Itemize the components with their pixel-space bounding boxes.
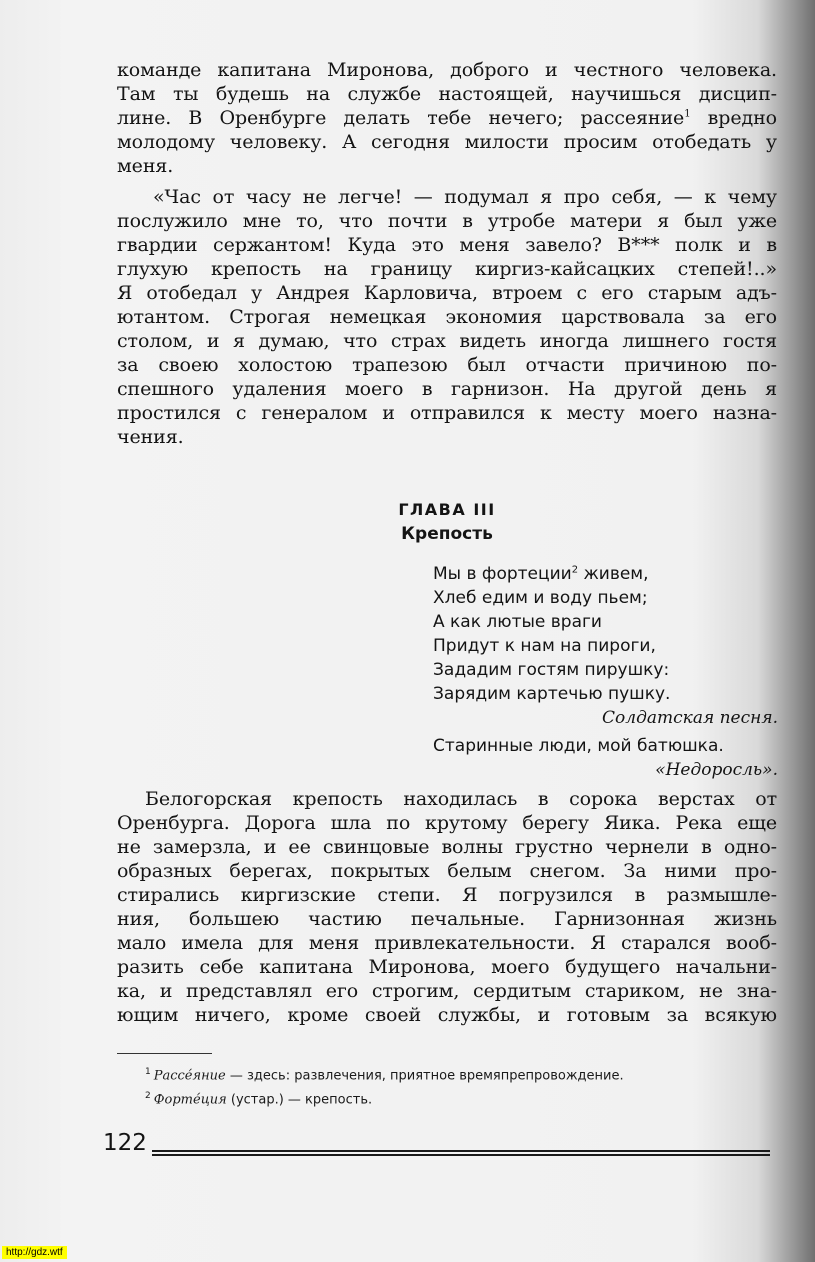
text-line: Белогорская крепость находилась в сорока верстах от (145, 788, 777, 810)
text-line: команде капитана Миронова, доброго и честного человека. (117, 59, 777, 81)
footnote-text: (устар.) — крепость. (226, 1092, 373, 1108)
text-segment: лине. В Оренбурге делать тебе нечего; рассеяние (117, 107, 685, 129)
epigraph-verse: Зададим гостям пирушку: (433, 660, 670, 680)
text-line: гвардии сержантом! Куда это меня завело? В*** полк и в (117, 234, 777, 256)
text-line: ютантом. Строгая немецкая экономия царствовала за его (117, 306, 777, 328)
footnote-mark: 2 (145, 1091, 151, 1102)
epigraph-source: «Недоросль». (655, 760, 778, 780)
paragraph-1 (117, 58, 777, 178)
paragraph-3 (117, 787, 777, 1027)
text-line: послужило мне то, что почти в утробе матери я был уже (117, 210, 777, 232)
text-segment: живем, (578, 564, 649, 584)
chapter-title: Крепость (401, 524, 493, 544)
footnote-term: Рассéяние (153, 1068, 226, 1084)
text-segment: вредно (690, 107, 777, 129)
text-line: не замерзла, и ее свинцовые волны грустно чернели в одно- (117, 836, 777, 858)
footnote-mark: 1 (145, 1067, 151, 1077)
text-line: «Час от часу не легче! — подумал я про себя, — к чему (153, 186, 777, 208)
epigraph-verse: Зарядим картечью пушку. (433, 684, 671, 704)
footnote-1 (145, 1062, 624, 1086)
page-number: 122 (103, 1130, 147, 1156)
footnote-ref-2: 2 (571, 564, 579, 576)
text-line: ния, большею частию печальные. Гарнизонная жизнь (117, 908, 777, 930)
paragraph-2 (117, 185, 777, 449)
epigraph-source: Солдатская песня. (602, 708, 778, 728)
text-line: простился с генералом и отправился к месту моего назна- (117, 402, 777, 424)
epigraph-verse (433, 562, 778, 586)
text-line: меня. (117, 155, 174, 177)
footnote-2 (145, 1086, 624, 1110)
text-segment: Мы в фортеции (433, 564, 572, 584)
text-line: за своею холостою трапезою был отчасти причиною по- (117, 354, 777, 376)
text-line: Я отобедал у Андрея Карловича, втроем с его старым адъ- (117, 282, 777, 304)
text-line: ка, и представлял его строгим, сердитым стариком, не зна- (117, 980, 777, 1002)
text-line: молодому человеку. А сегодня милости просим отобедать у (117, 131, 777, 153)
text-line (117, 106, 777, 130)
text-line: образных берегах, покрытых белым снегом. За ними про- (117, 860, 777, 882)
footnote-text: — здесь: развлечения, приятное времяпрепровождение. (225, 1068, 624, 1084)
text-line: спешного удаления моего в гарнизон. На другой день я (117, 378, 777, 400)
text-line: стирались киргизские степи. Я погрузился в размышле- (117, 884, 777, 906)
footnotes (145, 1062, 624, 1111)
epigraph-verse: Старинные люди, мой батюшка. (433, 736, 724, 756)
footnote-term: Фортéция (153, 1092, 227, 1108)
text-line: чения. (117, 426, 184, 448)
text-line: ющим ничего, кроме своей службы, и готовым за всякую (117, 1004, 777, 1026)
text-line: Оренбурга. Дорога шла по крутому берегу Яика. Река еще (117, 812, 777, 834)
text-line: глухую крепость на границу киргиз-кайсацких степей!..» (117, 258, 777, 280)
page-number-rule (152, 1150, 770, 1156)
text-line: разить себе капитана Миронова, моего будущего начальни- (117, 956, 777, 978)
watermark-link[interactable]: http://gdz.wtf (2, 1246, 67, 1259)
text-line: Там ты будешь на службе настоящей, научишься дисцип- (117, 83, 777, 105)
epigraph-song (433, 562, 778, 730)
epigraph-quote (433, 734, 778, 782)
text-line: мало имела для меня привлекательности. Я старался вооб- (117, 932, 777, 954)
footnote-divider (117, 1053, 212, 1054)
epigraph-verse: Хлеб едим и воду пьем; (433, 588, 648, 608)
epigraph-verse: А как лютые враги (433, 612, 602, 632)
footnote-ref-1: 1 (684, 108, 691, 120)
epigraph-verse: Придут к нам на пироги, (433, 636, 656, 656)
chapter-number: ГЛАВА III (398, 500, 496, 519)
text-line: столом, и я думаю, что страх видеть иногда лишнего гостя (117, 330, 777, 352)
